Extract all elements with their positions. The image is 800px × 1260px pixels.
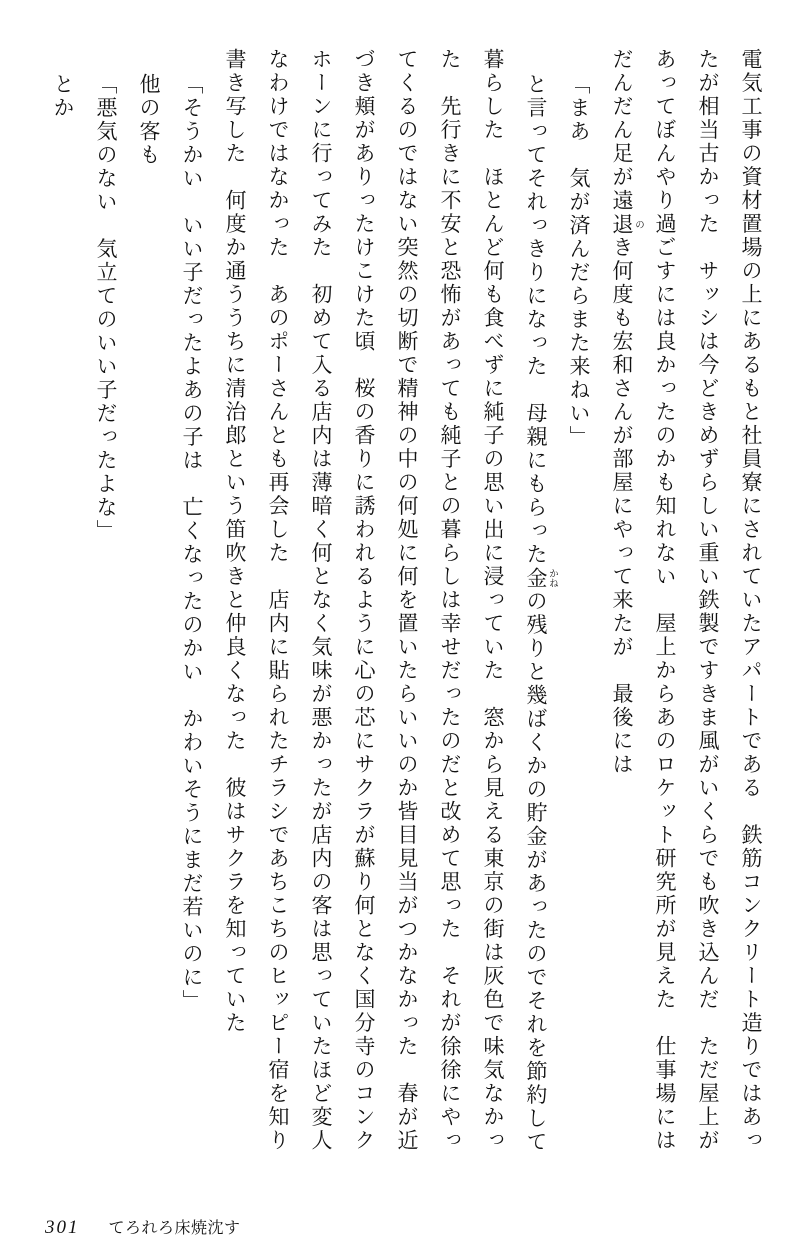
page-number: 301 [45, 1217, 80, 1238]
furigana-ruby: 退 の [610, 212, 643, 236]
text-column: てくるのではない突然の切断で精神の中の何処に何を置いたらいいのか皆目見当がつかなかった 春が近 [395, 48, 419, 1153]
text-column: あってぼんやり過ごすには良かったのかも知れない 屋上からあのロケット研究所が見えた 仕事場には [653, 48, 677, 1153]
running-title: てろれろ床焼沈す [108, 1220, 241, 1237]
text-column: 電気工事の資材置場の上にあるもと社員寮にされていたアパートである 鉄筋コンクリート造りではあっ [739, 48, 763, 1153]
page-footer [45, 1215, 241, 1239]
text-column: と言ってそれっきりになった 母親にもらった金 かねの残りと幾ばくかの貯金があったのでそれを節約して [524, 73, 557, 1154]
text-column: 書き写した 何度か通ううちに清治郎という笛吹きと仲良くなった 彼はサクラを知っていた [223, 48, 247, 1035]
text-column: だんだん足が遠退 のき何度も宏和さんが部屋にやって来たが 最後には [610, 48, 643, 777]
text-column: づき頬がありったけこけた頃 桜の香りに誘われるように心の芯にサクラが蘇り何となく国分寺のコンク [352, 48, 376, 1153]
text-column: ホーンに行ってみた 初めて入る店内は薄暗く何となく気味が悪かったが店内の客は思っていたほど変人 [309, 48, 333, 1153]
text-column: 「そうかい いい子だったよあの子は 亡くなったのかい かわいそうにまだ若いのに」 [180, 73, 204, 1013]
furigana-ruby: 金 かね [524, 566, 557, 590]
text-column: 暮らした ほとんど何も食べずに純子の思い出に浸っていた 窓から見える東京の街は灰色で味気なかっ [481, 48, 505, 1153]
text-column: なわけではなかった あのポーさんとも再会した 店内に貼られたチラシであちこちのヒッピー宿を知り [266, 48, 290, 1153]
text-block [41, 48, 772, 1166]
text-column: た 先行きに不安と恐怖があっても純子との暮らしは幸せだったのだと改めて思った それが徐徐にやっ [438, 48, 462, 1153]
text-column: 「悪気のない 気立てのいい子だったよな」 [94, 73, 118, 543]
text-column: たが相当古かった サッシは今どきめずらしい重い鉄製ですきま風がいくらでも吹き込んだ ただ屋上が [696, 48, 720, 1153]
text-column: 他の客も [137, 73, 161, 167]
text-column: 「まあ 気が済んだらまた来ねい」 [567, 73, 591, 449]
text-column: とか [51, 73, 75, 120]
